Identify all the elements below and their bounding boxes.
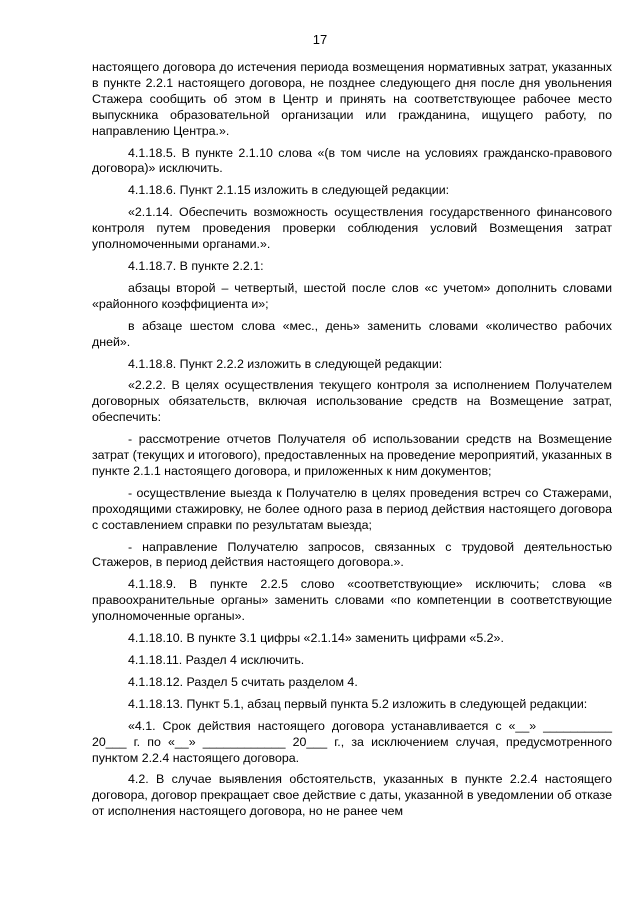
paragraph: 4.1.18.7. В пункте 2.2.1: [128,258,264,273]
paragraph: «2.1.14. Обеспечить возможность осуществления государственного финансового контроля путем проведения проверки соблюдения условий Возмещения затрат уполномоченными органами.». [92,205,612,252]
paragraph: абзацы второй – четвертый, шестой после слов «с учетом» дополнить словами «районного коэффициента и»; [92,280,612,311]
document-body [92,60,612,826]
paragraph: - рассмотрение отчетов Получателя об использовании средств на Возмещение затрат (текущих и итогового), предоставленных на проведение мероприятий, указанных в пункте 2.1.1 настоящего договора, и приложенных к ним документов; [92,432,612,478]
paragraph: настоящего договора до истечения периода возмещения нормативных затрат, указанных в пункте 2.2.1 настоящего договора, не позднее следующего дня после дня увольнения Стажера сообщить об этом в Центр и принять на соответствующее рабочее место выпускника образовательной организации или гражданина, ищущего работу, по направлению Центра.». [92,60,612,138]
paragraph: в абзаце шестом слова «мес., день» заменить словами «количество рабочих дней». [92,318,612,349]
paragraph: 4.1.18.9. В пункте 2.2.5 слово «соответствующие» исключить; слова «в правоохранительные органы» заменить словами «по компетенции в соответствующие уполномоченные органы». [92,577,612,624]
paragraph: 4.1.18.8. Пункт 2.2.2 изложить в следующей редакции: [128,356,443,371]
paragraph: - осуществление выезда к Получателю в целях проведения встреч со Стажерами, проходящими стажировку, не более одного раза в период действия настоящего договора с составлением справки по результатам выезда; [92,485,612,532]
paragraph: 4.2. В случае выявления обстоятельств, указанных в пункте 2.2.4 настоящего договора, договор прекращает свое действие с даты, указанной в уведомлении об отказе от исполнения настоящего договора, но не ранее чем [92,772,612,819]
paragraph: 4.1.18.6. Пункт 2.1.15 изложить в следующей редакции: [128,183,450,198]
page-number: 17 [312,32,328,47]
paragraph: «4.1. Срок действия настоящего договора устанавливается с «__» __________ 20___ г. по «__» ____________ 20___ г., за исключением случая, предусмотренного пунктом 2.2.4 настоящего договора. [92,718,612,765]
paragraph: 4.1.18.13. Пункт 5.1, абзац первый пункта 5.2 изложить в следующей редакции: [128,696,588,711]
paragraph: 4.1.18.10. В пункте 3.1 цифры «2.1.14» заменить цифрами «5.2». [128,631,504,646]
paragraph: - направление Получателю запросов, связанных с трудовой деятельностью Стажеров, в период действия настоящего договора.». [92,539,612,570]
paragraph: 4.1.18.5. В пункте 2.1.10 слова «(в том числе на условиях гражданско-правового договора)» исключить. [92,145,612,176]
paragraph: 4.1.18.11. Раздел 4 исключить. [128,653,305,667]
paragraph: «2.2.2. В целях осуществления текущего контроля за исполнением Получателем договорных обязательств, включая использование средств на Возмещение затрат, обеспечить: [92,378,612,425]
paragraph: 4.1.18.12. Раздел 5 считать разделом 4. [128,674,358,689]
